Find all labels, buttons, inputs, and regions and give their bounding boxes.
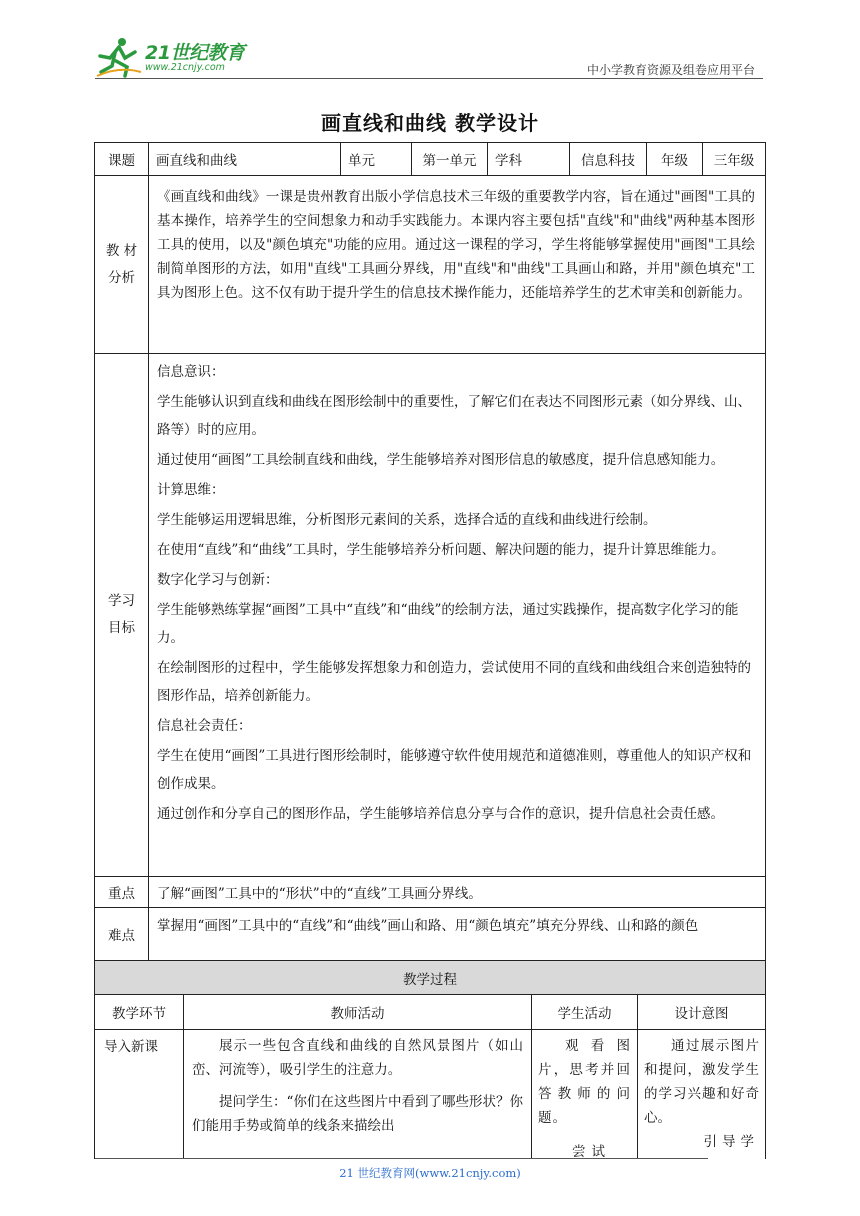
student-activity-next: 尝试 xyxy=(572,1144,611,1160)
header-tagline: 中小学教育资源及组卷应用平台 xyxy=(586,63,755,77)
logo xyxy=(95,36,265,80)
unit-label-text: 单元 xyxy=(348,153,375,169)
process-header-intent: 设计意图 xyxy=(637,994,766,1030)
unit-value: 第一单元 xyxy=(411,142,488,176)
runner-logo-icon xyxy=(95,36,143,78)
goals-label xyxy=(94,353,149,877)
teacher-activity-paragraph: 提问学生：“你们在这些图片中看到了哪些形状？你们能用手势或简单的线条来描绘出 xyxy=(192,1094,523,1134)
grade-value: 三年级 xyxy=(702,142,766,176)
unit-label xyxy=(340,142,412,176)
goals-label-text: 学习 目标 xyxy=(108,593,135,636)
goal-paragraph: 通过使用“画图”工具绘制直线和曲线，学生能够培养对图形信息的敏感度，提升信息感知能力。 xyxy=(157,452,725,468)
process-header-stage: 教学环节 xyxy=(94,994,184,1030)
process-header-student: 学生活动 xyxy=(531,994,638,1030)
goal-paragraph: 在绘制图形的过程中，学生能够发挥想象力和创造力，尝试使用不同的直线和曲线组合来创造独特的图形作品，培养创新能力。 xyxy=(157,660,751,704)
logo-url: www.21cnjy.com xyxy=(145,62,225,73)
page-header xyxy=(95,36,761,80)
process-header-teacher: 教师活动 xyxy=(183,994,532,1030)
logo-name: 21世纪教育 xyxy=(145,42,245,64)
process-title: 教学过程 xyxy=(94,960,766,995)
process-teacher-cell xyxy=(183,1029,532,1159)
keypoint-content xyxy=(148,876,766,908)
difficulty-content xyxy=(148,907,766,961)
intent-next: 引导学 xyxy=(703,1134,759,1150)
student-activity-text: 观看图片，思考并回答教师的问题。 xyxy=(538,1038,631,1126)
header-divider xyxy=(95,78,763,79)
goal-paragraph: 信息意识： xyxy=(157,364,225,380)
analysis-content xyxy=(148,175,766,354)
subject-label xyxy=(487,142,570,176)
process-intent-cell xyxy=(637,1029,766,1159)
process-stage-cell xyxy=(94,1029,184,1159)
goal-paragraph: 学生能够熟练掌握“画图”工具中“直线”和“曲线”的绘制方法，通过实践操作，提高数字化学习的能力。 xyxy=(157,602,739,646)
subject-label-text: 学科 xyxy=(495,153,522,169)
page-footer: 21 世纪教育网(www.21cnjy.com) xyxy=(339,1166,521,1180)
process-stage-text: 导入新课 xyxy=(104,1039,158,1055)
course-value-text: 画直线和曲线 xyxy=(156,153,237,169)
analysis-label-text: 教 材 分析 xyxy=(105,242,138,286)
goal-paragraph: 通过创作和分享自己的图形作品，学生能够培养信息分享与合作的意识，提升信息社会责任感。 xyxy=(157,806,724,822)
goal-paragraph: 学生能够运用逻辑思维，分析图形元素间的关系，选择合适的直线和曲线进行绘制。 xyxy=(157,512,657,528)
goal-paragraph: 计算思维： xyxy=(157,482,225,498)
subject-value: 信息科技 xyxy=(569,142,647,176)
keypoint-label: 重点 xyxy=(94,876,149,908)
analysis-text: 《画直线和曲线》一课是贵州教育出版小学信息技术三年级的重要教学内容，旨在通过"画图"工具的基本操作，培养学生的空间想象力和动手实践能力。本课内容主要包括"直线"和"曲线"两种基本图形工具的使用，以及"颜色填充"功能的应用。通过这一课程的学习，学生将能够掌握使用"画图"工具绘制简单图形的方法，如用"直线"工具画分界线，用"直线"和"曲线"工具画山和路，并用"颜色填充"工具为图形上色。这不仅有助于提升学生的信息技术操作能力，还能培养学生的艺术审美和创新能力。 xyxy=(157,189,755,301)
goal-paragraph: 信息社会责任： xyxy=(157,718,252,734)
difficulty-text: 掌握用“画图”工具中的“直线”和“曲线”画山和路、用“颜色填充”填充分界线、山和路的颜色 xyxy=(157,918,699,934)
intent-text: 通过展示图片和提问，激发学生的学习兴趣和好奇心。 xyxy=(644,1038,759,1126)
course-value xyxy=(148,142,341,176)
footer-divider xyxy=(95,1158,708,1159)
goal-paragraph: 数字化学习与创新： xyxy=(157,572,279,588)
course-label: 课题 xyxy=(94,142,149,176)
goal-paragraph: 在使用“直线”和“曲线”工具时，学生能够培养分析问题、解决问题的能力，提升计算思维能力。 xyxy=(157,542,725,558)
keypoint-text: 了解“画图”工具中的“形状”中的“直线”工具画分界线。 xyxy=(157,886,482,902)
analysis-label xyxy=(94,175,149,354)
goal-paragraph: 学生在使用“画图”工具进行图形绘制时，能够遵守软件使用规范和道德准则，尊重他人的知识产权和创作成果。 xyxy=(157,748,752,792)
teacher-activity-paragraph: 展示一些包含直线和曲线的自然风景图片（如山峦、河流等），吸引学生的注意力。 xyxy=(192,1038,523,1078)
difficulty-label: 难点 xyxy=(94,907,149,961)
goals-content xyxy=(148,353,766,877)
goal-paragraph: 学生能够认识到直线和曲线在图形绘制中的重要性，了解它们在表达不同图形元素（如分界线、山、路等）时的应用。 xyxy=(157,394,751,438)
document-title: 画直线和曲线 教学设计 xyxy=(321,111,539,135)
grade-label: 年级 xyxy=(646,142,703,176)
process-student-cell xyxy=(531,1029,638,1159)
